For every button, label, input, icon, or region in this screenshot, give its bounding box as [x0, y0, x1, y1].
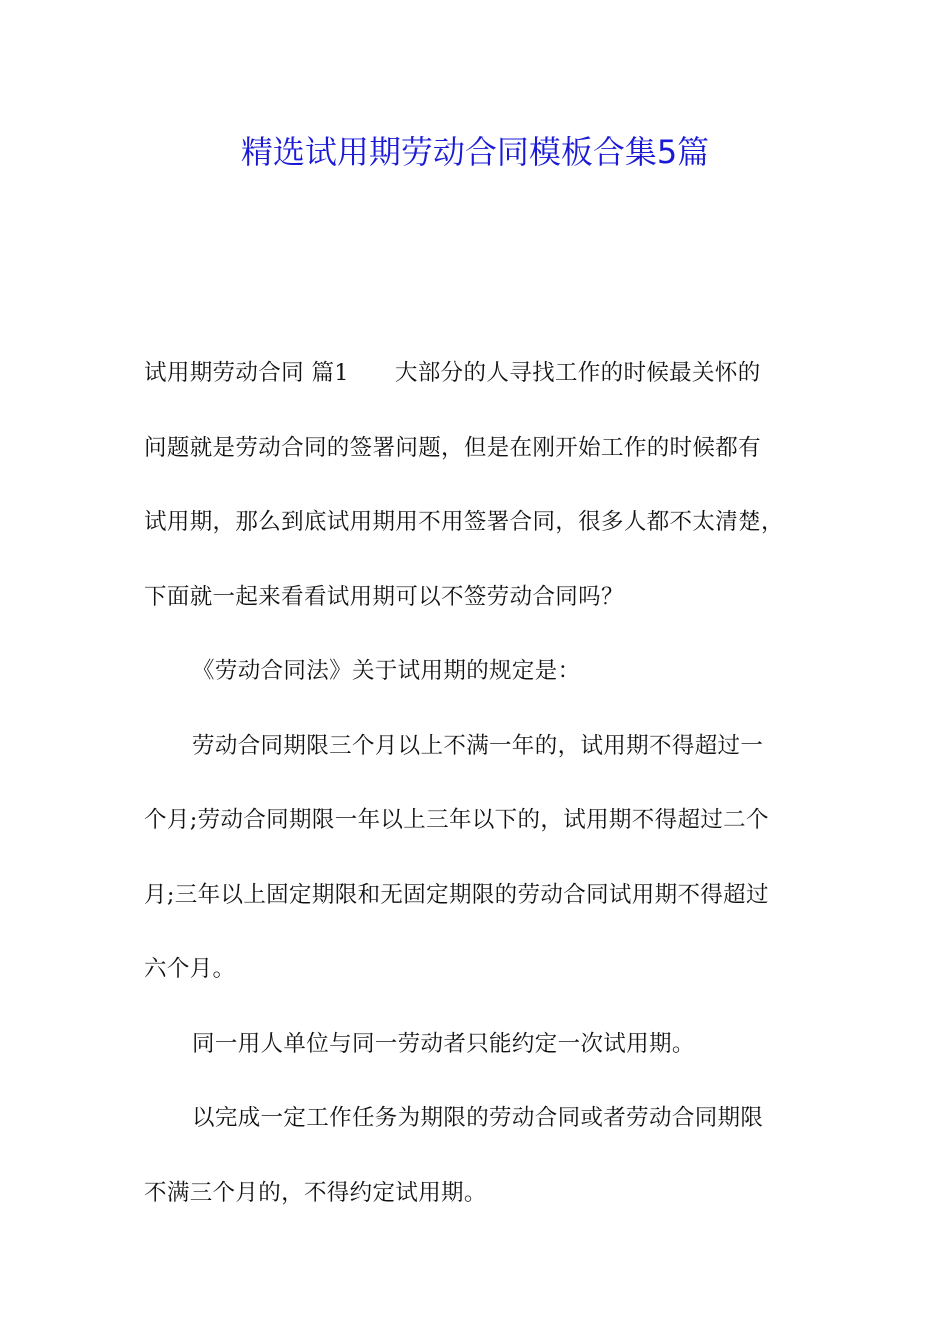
document-title: 精选试用期劳动合同模板合集5篇	[240, 133, 710, 171]
section-heading: 试用期劳动合同 篇1	[144, 360, 349, 386]
task-line: 以完成一定工作任务为期限的劳动合同或者劳动合同期限	[192, 1105, 764, 1131]
document-body	[144, 336, 834, 1230]
rules-line: 劳动合同期限三个月以上不满一年的，试用期不得超过一	[192, 732, 764, 759]
rules-paragraph	[144, 709, 834, 1007]
intro-line: 大部分的人寻找工作的时候最关怀的	[394, 360, 761, 386]
intro-line: 问题就是劳动合同的签署问题，但是在刚开始工作的时候都有	[144, 434, 761, 461]
intro-line: 试用期，那么到底试用期用不用签署合同，很多人都不太清楚，	[144, 509, 784, 535]
intro-paragraph	[144, 336, 834, 634]
intro-first-line	[144, 336, 834, 411]
law-intro-paragraph: 《劳动合同法》关于试用期的规定是：	[192, 658, 581, 684]
once-paragraph: 同一用人单位与同一劳动者只能约定一次试用期。	[192, 1030, 695, 1057]
task-paragraph	[144, 1081, 834, 1230]
task-line: 不满三个月的，不得约定试用期。	[144, 1179, 487, 1206]
rules-line: 六个月。	[144, 956, 236, 982]
rules-line: 个月;劳动合同期限一年以上三年以下的，试用期不得超过二个	[144, 807, 769, 833]
rules-line: 月;三年以上固定期限和无固定期限的劳动合同试用期不得超过	[144, 881, 769, 908]
intro-line: 下面就一起来看看试用期可以不签劳动合同吗？	[144, 583, 624, 610]
